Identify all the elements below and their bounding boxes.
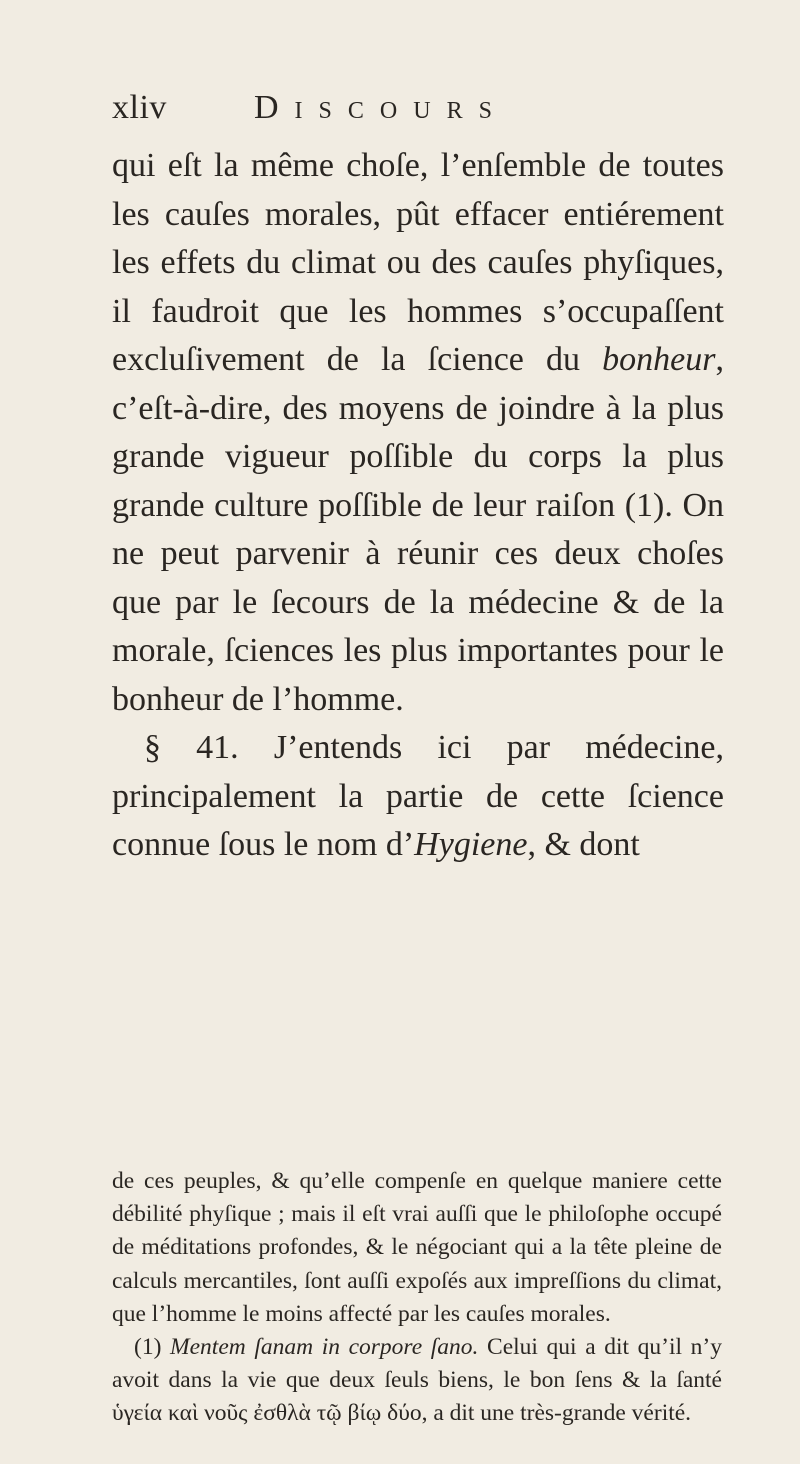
emphasis-bonheur: bonheur [602,341,716,378]
paragraph-section-41 [112,724,724,870]
text-run: Celui qui a dit qu’il n’y avoit dans la vie que deux ſeuls biens, le bon ſens & la ſanté ὑγεία καὶ νοῦς ἐσθλὰ τῷ βίῳ δύο, a dit une très-grande vérité. [112,1334,723,1427]
text-run: qui eſt la même choſe, l’enſemble de toutes les cauſes morales, pût effacer entiérement les effets du climat ou des cauſes phyſiques, il faudroit que les hommes s’occupaſſent excluſivement de la ſcience du [112,147,724,378]
page-number: xliv [112,89,167,126]
text-run: , & dont [527,826,640,863]
main-text [112,142,724,870]
footnote-latin-quote: Mentem ſanam in corpore ſano. [170,1334,479,1361]
footnote-marker: (1) [134,1334,171,1361]
footnotes [112,1165,722,1431]
footnote-continuation: de ces peuples, & qu’elle compenſe en quelque maniere cette débilité phyſique ; mais il eſt vrai auſſi que le philoſophe occupé de méditations profondes, & le négociant qui a la tête pleine de calculs mercantiles, ſont auſſi expoſés aux impreſſions du climat, que l’homme le moins affecté par les cauſes morales. [112,1168,722,1327]
paragraph-continuation [112,142,724,724]
running-title: Discours [254,89,508,126]
text-run: § 41. J’entends ici par médecine, principalement la partie de cette ſcience connue ſous le nom d’ [112,729,724,863]
emphasis-hygiene: Hygiene [414,826,528,863]
page-header [112,88,712,134]
footnote-1 [112,1331,722,1431]
text-run: , c’eſt-à-dire, des moyens de joindre à la plus grande vigueur poſſible du corps la plus grande culture poſſible de leur raiſon (1). On ne peut parvenir à réunir ces deux choſes que par le ſecours de la médecine & de la morale, ſciences les plus importantes pour le bonheur de l’homme. [112,341,724,718]
